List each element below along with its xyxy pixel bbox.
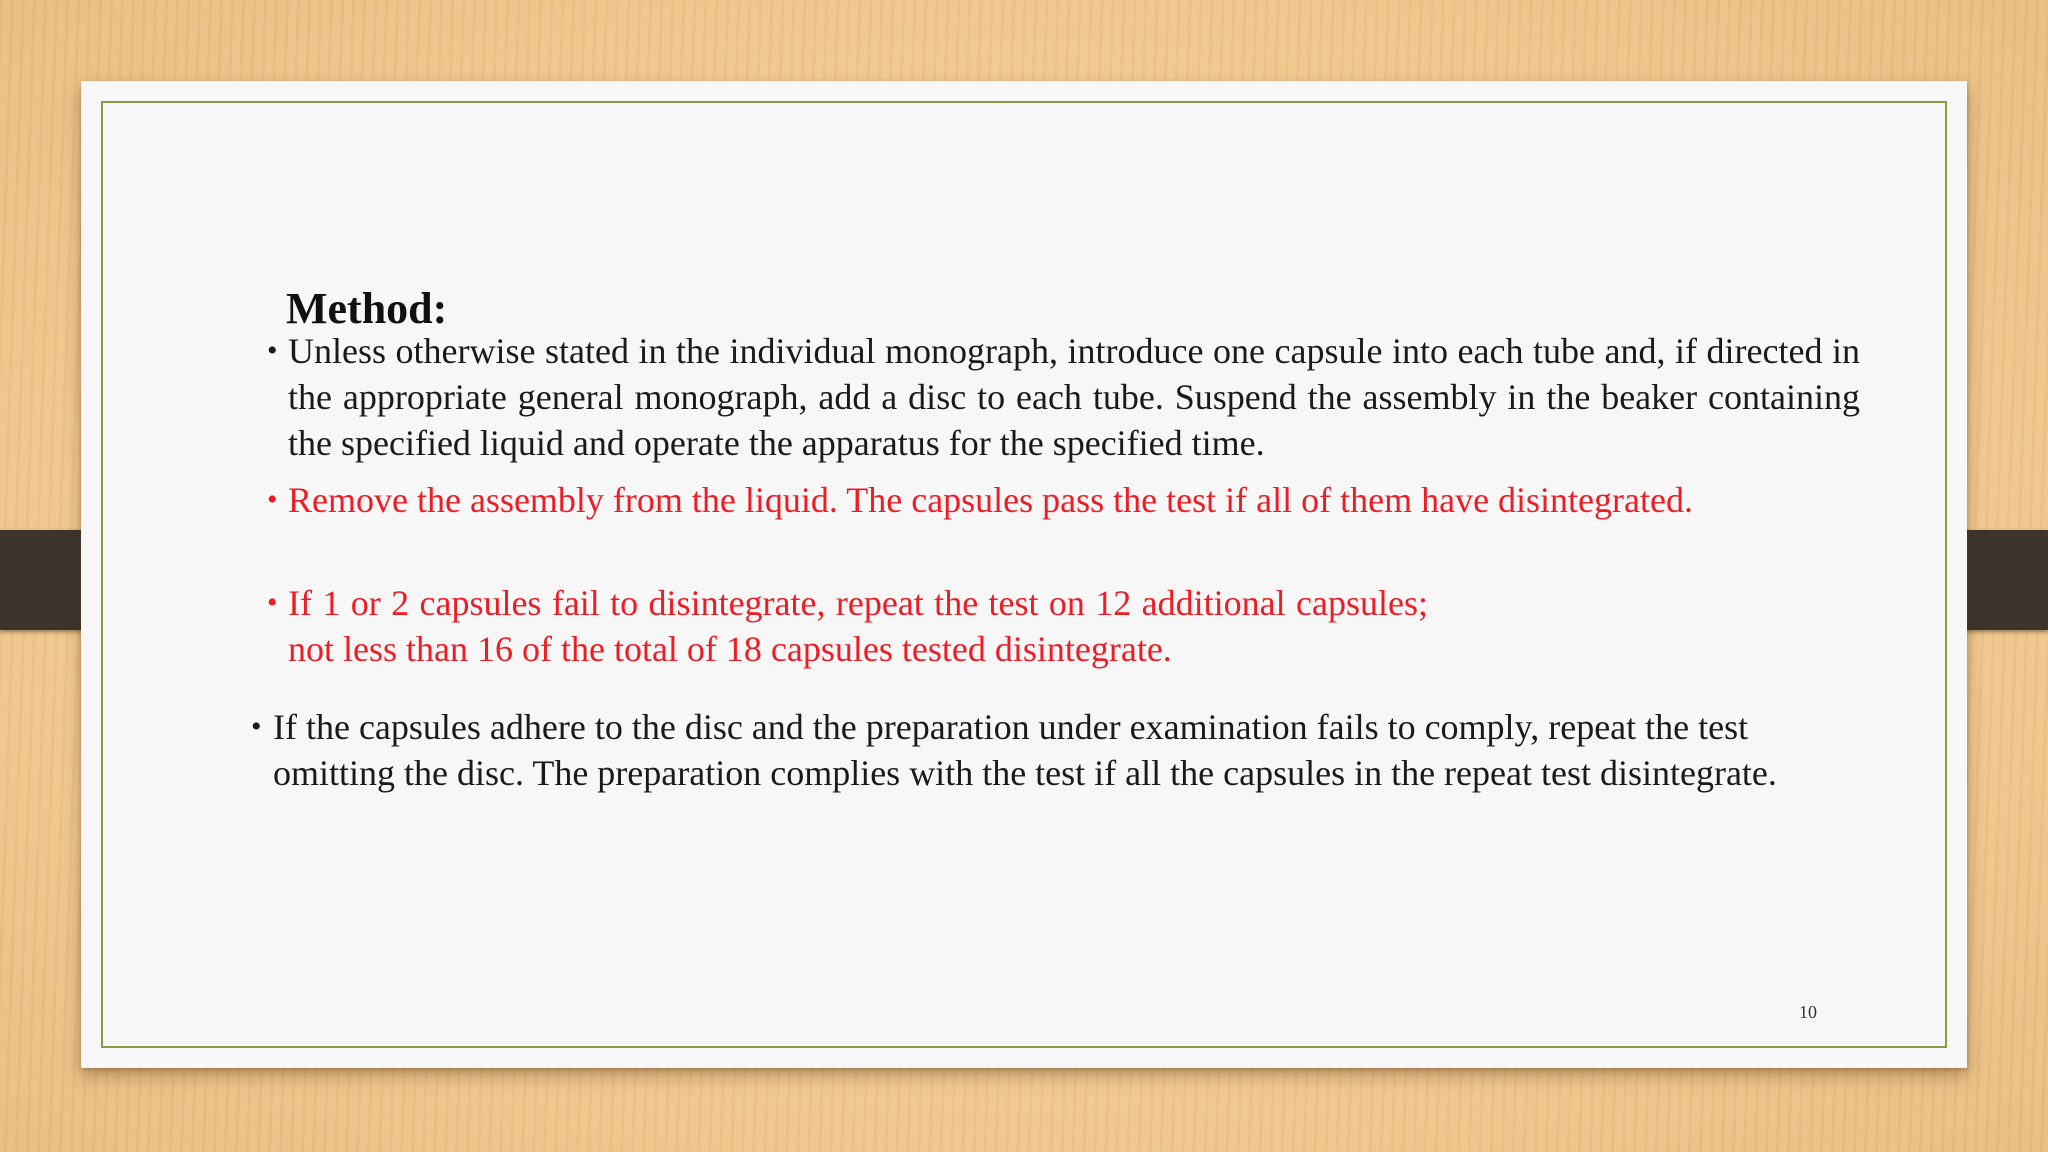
bullet-marker: • [267, 334, 278, 367]
bullet-text: Unless otherwise stated in the individual monograph, introduce one capsule into each tube and, if directed in the appropriate general monograph, add a disc to each tube. Suspend the assembly in the beaker containing the specified liquid and operate the apparatus for the specified time. [288, 331, 1860, 463]
bullet-text: If the capsules adhere to the disc and the preparation under examination fails to comply, repeat the test omitting the disc. The preparation complies with the test if all the capsules in the repeat test disintegrate. [273, 707, 1777, 793]
bullet-item-3 [267, 580, 1428, 672]
bullet-marker: • [251, 710, 262, 743]
bullet-marker: • [267, 586, 278, 619]
bullet-marker: • [267, 483, 278, 516]
bullet-list [81, 81, 1967, 1068]
slide [81, 81, 1967, 1068]
slide-title: Method: [286, 284, 448, 333]
bullet-text: If 1 or 2 capsules fail to disintegrate, repeat the test on 12 additional capsules; not less than 16 of the total of 18 capsules tested disintegrate. [288, 583, 1428, 669]
bullet-item-4 [251, 704, 1833, 796]
bullet-item-2 [267, 477, 1860, 523]
bullet-item-1 [267, 328, 1860, 466]
bullet-text: Remove the assembly from the liquid. The capsules pass the test if all of them have disintegrated. [288, 480, 1693, 520]
page-number: 10 [1799, 1002, 1817, 1022]
